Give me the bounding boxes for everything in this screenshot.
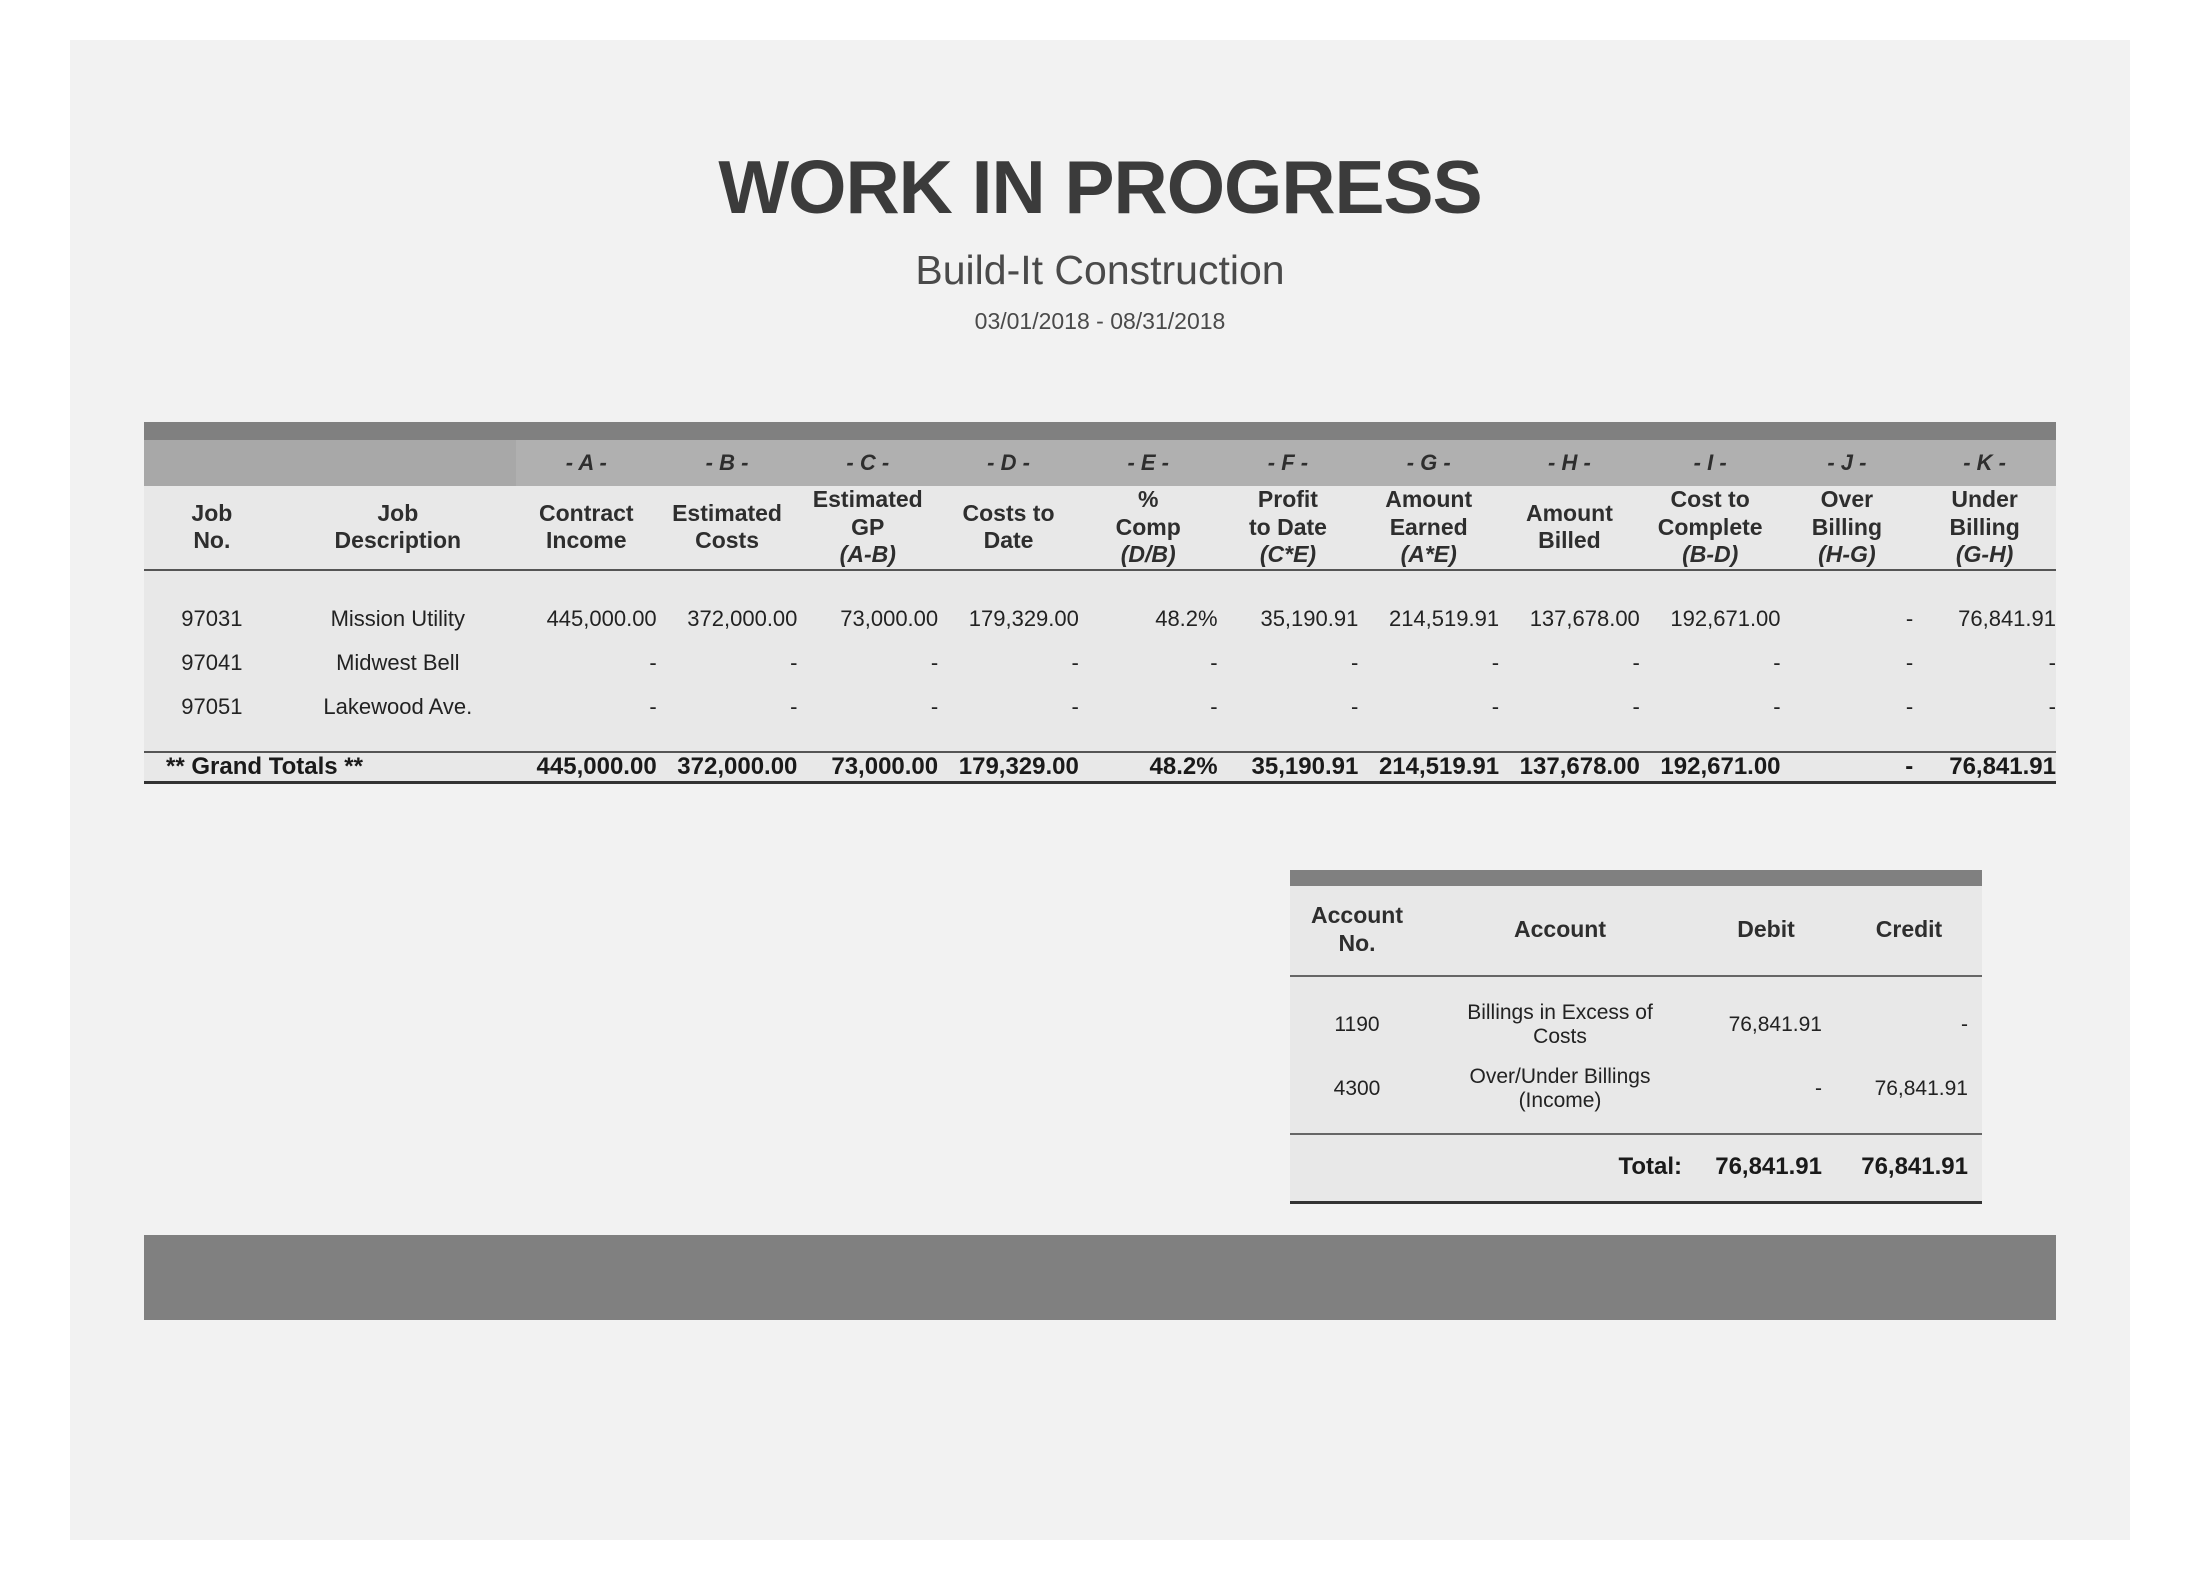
journal-col-account-no-line1: Account — [1311, 902, 1403, 928]
wip-col-job-desc — [280, 486, 516, 570]
wip-col-cost-to-complete-formula: (B-D) — [1682, 541, 1739, 568]
grand-total-estimated-costs: 372,000.00 — [657, 752, 798, 783]
table-row[interactable] — [144, 641, 2056, 685]
journal-col-account-no — [1290, 886, 1424, 976]
row-costs-to-date: - — [938, 641, 1079, 685]
grand-total-estimated-gp: 73,000.00 — [797, 752, 938, 783]
wip-col-amount-earned — [1358, 486, 1499, 570]
wip-col-estimated-gp — [797, 486, 938, 570]
journal-col-debit: Debit — [1696, 886, 1836, 976]
wip-letter-e: - E - — [1079, 440, 1218, 486]
row-job-desc: Lakewood Ave. — [280, 685, 516, 752]
journal-total-label: Total: — [1424, 1134, 1696, 1203]
row-contract-income: - — [516, 685, 657, 752]
journal-top-bar — [1290, 870, 1982, 886]
wip-header-row — [144, 486, 2056, 570]
wip-col-cost-to-complete-line2: Complete — [1657, 513, 1763, 540]
journal-total-row — [1290, 1134, 1982, 1203]
wip-col-job-no-line2: No. — [193, 527, 231, 554]
journal-total-debit: 76,841.91 — [1696, 1134, 1836, 1203]
wip-col-under-billing-line2: Billing — [1949, 513, 2020, 540]
wip-col-amount-billed — [1499, 486, 1640, 570]
wip-letter-d: - D - — [938, 440, 1079, 486]
journal-entry-table — [1290, 870, 1982, 1204]
row-pct-comp: - — [1079, 641, 1218, 685]
report-header — [70, 40, 2130, 335]
company-name: Build-It Construction — [915, 247, 1285, 293]
wip-top-bar — [144, 422, 2056, 440]
journal-row-account: Billings in Excess of Costs — [1424, 976, 1696, 1057]
grand-total-costs-to-date: 179,329.00 — [938, 752, 1079, 783]
row-job-no: 97041 — [144, 641, 280, 685]
grand-total-over-billing: - — [1781, 752, 1914, 783]
row-amount-earned: 214,519.91 — [1358, 570, 1499, 641]
wip-col-profit-to-date — [1218, 486, 1359, 570]
wip-letter-c: - C - — [797, 440, 938, 486]
report-page — [70, 40, 2130, 1540]
row-over-billing: - — [1781, 641, 1914, 685]
wip-letter-row — [144, 440, 2056, 486]
wip-col-job-desc-line2: Description — [334, 527, 462, 554]
row-costs-to-date: - — [938, 685, 1079, 752]
wip-table — [144, 422, 2056, 784]
journal-row-credit: - — [1836, 976, 1982, 1057]
wip-col-pct-comp-formula: (D/B) — [1120, 541, 1176, 568]
row-costs-to-date: 179,329.00 — [938, 570, 1079, 641]
journal-col-account: Account — [1424, 886, 1696, 976]
wip-col-contract-income — [516, 486, 657, 570]
row-profit-to-date: - — [1218, 641, 1359, 685]
date-range: 03/01/2018 - 08/31/2018 — [974, 308, 1226, 334]
wip-col-estimated-costs-line2: Costs — [695, 527, 759, 554]
row-contract-income: 445,000.00 — [516, 570, 657, 641]
footer-bar — [144, 1235, 2056, 1320]
wip-letter-b: - B - — [657, 440, 798, 486]
row-pct-comp: 48.2% — [1079, 570, 1218, 641]
journal-total-credit: 76,841.91 — [1836, 1134, 1982, 1203]
row-profit-to-date: - — [1218, 685, 1359, 752]
wip-col-job-no — [144, 486, 280, 570]
table-row[interactable] — [144, 685, 2056, 752]
grand-total-amount-billed: 137,678.00 — [1499, 752, 1640, 783]
wip-col-pct-comp — [1079, 486, 1218, 570]
wip-col-cost-to-complete-line1: Cost to — [1670, 486, 1750, 512]
wip-grand-totals-row — [144, 752, 2056, 783]
wip-col-costs-to-date — [938, 486, 1079, 570]
wip-col-estimated-gp-formula: (A-B) — [839, 541, 896, 568]
table-row[interactable] — [1290, 976, 1982, 1057]
grand-totals-label: ** Grand Totals ** — [144, 752, 516, 783]
wip-col-pct-comp-line1: % — [1138, 486, 1159, 512]
wip-col-over-billing-line1: Over — [1820, 486, 1874, 512]
wip-col-profit-to-date-formula: (C*E) — [1259, 541, 1317, 568]
journal-header-row — [1290, 886, 1982, 976]
journal-row-debit: - — [1696, 1057, 1836, 1134]
wip-col-over-billing-line2: Billing — [1811, 513, 1883, 540]
wip-col-under-billing-line1: Under — [1951, 486, 2018, 512]
journal-entry-container — [1290, 870, 1982, 1204]
row-job-desc: Mission Utility — [280, 570, 516, 641]
row-cost-to-complete: - — [1640, 641, 1781, 685]
row-job-desc: Midwest Bell — [280, 641, 516, 685]
row-amount-billed: - — [1499, 641, 1640, 685]
journal-row-account-no: 4300 — [1290, 1057, 1424, 1134]
row-estimated-gp: 73,000.00 — [797, 570, 938, 641]
row-estimated-costs: - — [657, 685, 798, 752]
row-amount-earned: - — [1358, 641, 1499, 685]
wip-letter-g: - G - — [1358, 440, 1499, 486]
wip-col-under-billing-formula: (G-H) — [1955, 541, 2014, 568]
row-under-billing: - — [1913, 641, 2056, 685]
wip-col-over-billing-formula: (H-G) — [1818, 541, 1876, 568]
wip-letter-i: - I - — [1640, 440, 1781, 486]
row-over-billing: - — [1781, 570, 1914, 641]
grand-total-under-billing: 76,841.91 — [1913, 752, 2056, 783]
wip-letter-j: - J - — [1781, 440, 1914, 486]
wip-col-estimated-gp-line2: GP — [851, 513, 885, 540]
row-cost-to-complete: 192,671.00 — [1640, 570, 1781, 641]
row-cost-to-complete: - — [1640, 685, 1781, 752]
wip-col-amount-earned-line2: Earned — [1389, 513, 1468, 540]
row-job-no: 97051 — [144, 685, 280, 752]
wip-col-contract-income-line1: Contract — [539, 499, 634, 526]
journal-row-account-no: 1190 — [1290, 976, 1424, 1057]
row-under-billing: - — [1913, 685, 2056, 752]
wip-letter-f: - F - — [1218, 440, 1359, 486]
grand-total-profit-to-date: 35,190.91 — [1218, 752, 1359, 783]
wip-col-costs-to-date-line1: Costs to — [962, 499, 1055, 526]
wip-table-container — [144, 422, 2056, 784]
journal-row-credit: 76,841.91 — [1836, 1057, 1982, 1134]
wip-col-contract-income-line2: Income — [546, 527, 627, 554]
row-contract-income: - — [516, 641, 657, 685]
wip-col-over-billing — [1781, 486, 1914, 570]
row-estimated-gp: - — [797, 685, 938, 752]
grand-total-cost-to-complete: 192,671.00 — [1640, 752, 1781, 783]
wip-col-amount-earned-formula: (A*E) — [1400, 541, 1457, 568]
wip-col-amount-earned-line1: Amount — [1385, 486, 1473, 512]
journal-total-spacer — [1290, 1134, 1424, 1203]
grand-total-pct-comp: 48.2% — [1079, 752, 1218, 783]
wip-letter-h: - H - — [1499, 440, 1640, 486]
wip-col-estimated-costs — [657, 486, 798, 570]
journal-row-account: Over/Under Billings (Income) — [1424, 1057, 1696, 1134]
wip-col-job-no-line1: Job — [191, 499, 233, 526]
wip-letter-blank-1 — [144, 440, 280, 486]
grand-total-contract-income: 445,000.00 — [516, 752, 657, 783]
wip-col-job-desc-line1: Job — [377, 499, 419, 526]
row-amount-earned: - — [1358, 685, 1499, 752]
wip-col-profit-to-date-line1: Profit — [1257, 486, 1318, 512]
wip-col-pct-comp-line2: Comp — [1115, 513, 1181, 540]
row-estimated-costs: 372,000.00 — [657, 570, 798, 641]
grand-total-amount-earned: 214,519.91 — [1358, 752, 1499, 783]
table-row[interactable] — [1290, 1057, 1982, 1134]
page-title: WORK IN PROGRESS — [718, 145, 1482, 229]
table-row[interactable] — [144, 570, 2056, 641]
wip-col-profit-to-date-line2: to Date — [1248, 513, 1327, 540]
row-profit-to-date: 35,190.91 — [1218, 570, 1359, 641]
journal-row-debit: 76,841.91 — [1696, 976, 1836, 1057]
wip-col-estimated-costs-line1: Estimated — [672, 499, 782, 526]
journal-col-credit: Credit — [1836, 886, 1982, 976]
wip-col-cost-to-complete — [1640, 486, 1781, 570]
wip-col-amount-billed-line1: Amount — [1525, 499, 1613, 526]
journal-col-account-no-line2: No. — [1338, 929, 1376, 956]
wip-letter-a: - A - — [516, 440, 657, 486]
wip-col-under-billing — [1913, 486, 2056, 570]
row-job-no: 97031 — [144, 570, 280, 641]
wip-letter-blank-2 — [280, 440, 516, 486]
row-amount-billed: - — [1499, 685, 1640, 752]
wip-letter-k: - K - — [1913, 440, 2056, 486]
row-pct-comp: - — [1079, 685, 1218, 752]
row-estimated-gp: - — [797, 641, 938, 685]
row-over-billing: - — [1781, 685, 1914, 752]
row-amount-billed: 137,678.00 — [1499, 570, 1640, 641]
wip-col-amount-billed-line2: Billed — [1538, 527, 1601, 554]
wip-col-estimated-gp-line1: Estimated — [812, 486, 923, 512]
row-under-billing: 76,841.91 — [1913, 570, 2056, 641]
wip-col-costs-to-date-line2: Date — [983, 527, 1034, 554]
row-estimated-costs: - — [657, 641, 798, 685]
